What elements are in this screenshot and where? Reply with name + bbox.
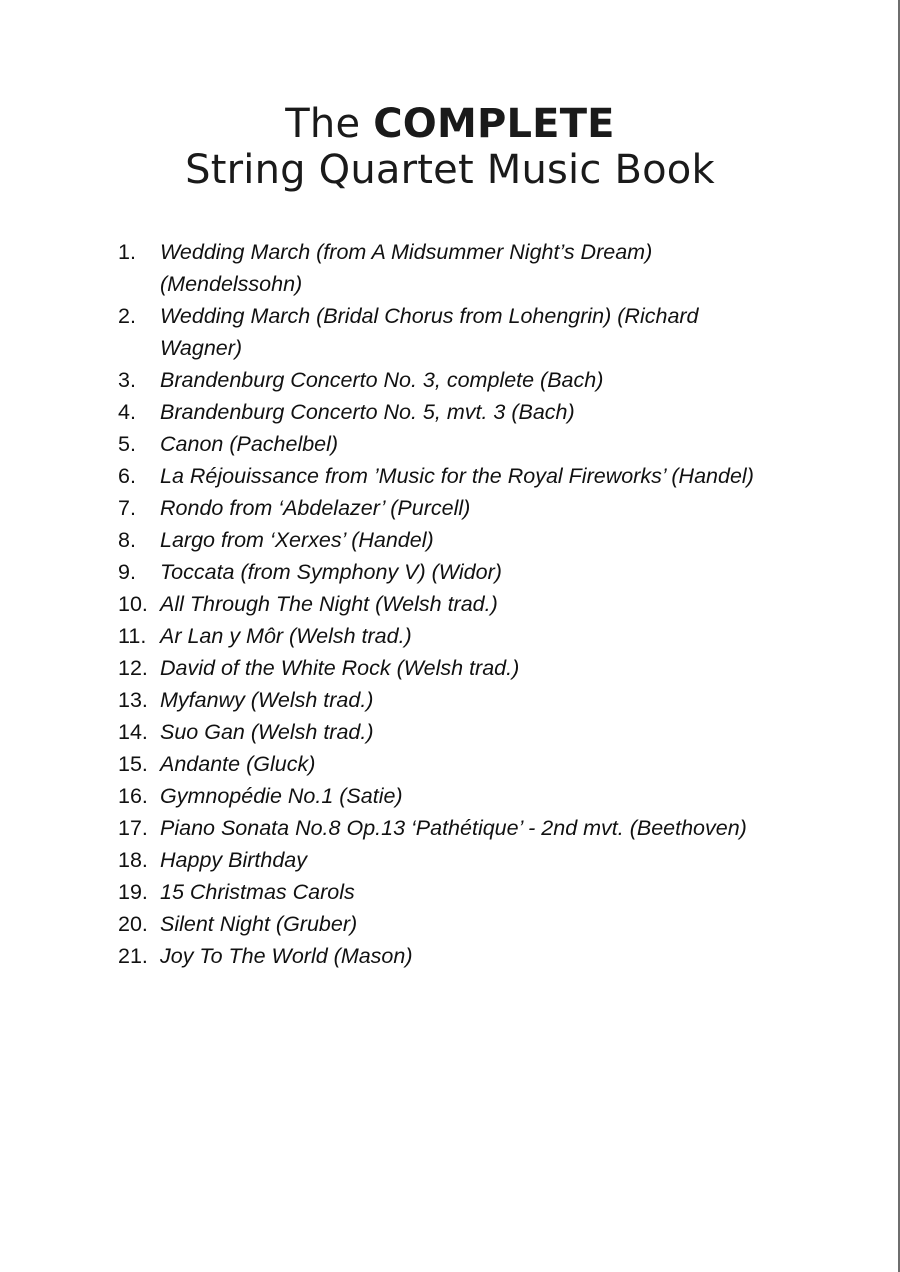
item-title: Andante (Gluck) <box>160 752 316 776</box>
contents-item <box>118 652 778 684</box>
item-title: Joy To The World (Mason) <box>160 944 413 968</box>
contents-item <box>118 908 778 940</box>
item-number: 9. <box>118 560 136 584</box>
item-title: Brandenburg Concerto No. 3, complete (Bach) <box>160 368 604 392</box>
contents-item <box>118 428 778 460</box>
contents-item <box>118 364 778 396</box>
contents-item <box>118 460 778 492</box>
title-line-1 <box>0 100 900 148</box>
contents-item <box>118 556 778 588</box>
contents-item <box>118 812 778 844</box>
item-title: Toccata (from Symphony V) (Widor) <box>160 560 502 584</box>
item-number: 17. <box>118 816 148 840</box>
item-number: 10. <box>118 592 148 616</box>
item-number: 21. <box>118 944 148 968</box>
item-title: David of the White Rock (Welsh trad.) <box>160 656 520 680</box>
item-title: Silent Night (Gruber) <box>160 912 358 936</box>
item-number: 2. <box>118 304 136 328</box>
item-number: 6. <box>118 464 136 488</box>
item-number: 5. <box>118 432 136 456</box>
item-number: 15. <box>118 752 148 776</box>
contents-item <box>118 844 778 876</box>
contents-item <box>118 940 778 972</box>
item-number: 18. <box>118 848 148 872</box>
item-number: 8. <box>118 528 136 552</box>
item-title: Largo from ‘Xerxes’ (Handel) <box>160 528 434 552</box>
title-line-2: String Quartet Music Book <box>185 147 715 193</box>
item-title: Wedding March (Bridal Chorus from Lohengrin) (Richard Wagner) <box>160 304 699 360</box>
item-title: 15 Christmas Carols <box>160 880 355 904</box>
item-title: La Réjouissance from ’Music for the Royal Fireworks’ (Handel) <box>160 464 754 488</box>
item-title: Wedding March (from A Midsummer Night’s Dream) (Mendelssohn) <box>160 240 653 296</box>
item-number: 20. <box>118 912 148 936</box>
contents-list <box>118 236 778 972</box>
item-number: 11. <box>118 624 147 648</box>
item-title: Suo Gan (Welsh trad.) <box>160 720 374 744</box>
item-title: Myfanwy (Welsh trad.) <box>160 688 374 712</box>
contents-item <box>118 524 778 556</box>
item-title: Gymnopédie No.1 (Satie) <box>160 784 403 808</box>
item-title: All Through The Night (Welsh trad.) <box>160 592 498 616</box>
contents-item <box>118 588 778 620</box>
contents-item <box>118 396 778 428</box>
contents-item <box>118 300 778 364</box>
item-title: Ar Lan y Môr (Welsh trad.) <box>160 624 412 648</box>
book-title <box>0 100 900 192</box>
contents-item <box>118 492 778 524</box>
item-number: 1. <box>118 240 136 264</box>
item-number: 7. <box>118 496 136 520</box>
item-number: 16. <box>118 784 148 808</box>
contents-item <box>118 716 778 748</box>
item-title: Piano Sonata No.8 Op.13 ‘Pathétique’ - 2nd mvt. (Beethoven) <box>160 816 747 840</box>
item-title: Happy Birthday <box>160 848 307 872</box>
contents-item <box>118 748 778 780</box>
title-prefix: The <box>285 101 361 147</box>
item-number: 14. <box>118 720 148 744</box>
title-strong: COMPLETE <box>373 101 615 147</box>
item-number: 19. <box>118 880 148 904</box>
item-title: Rondo from ‘Abdelazer’ (Purcell) <box>160 496 471 520</box>
item-number: 13. <box>118 688 148 712</box>
item-number: 4. <box>118 400 136 424</box>
item-title: Canon (Pachelbel) <box>160 432 339 456</box>
contents-item <box>118 236 778 300</box>
item-number: 3. <box>118 368 136 392</box>
item-title: Brandenburg Concerto No. 5, mvt. 3 (Bach) <box>160 400 575 424</box>
contents-item <box>118 876 778 908</box>
contents-item <box>118 620 778 652</box>
contents-item <box>118 684 778 716</box>
item-number: 12. <box>118 656 148 680</box>
contents-item <box>118 780 778 812</box>
